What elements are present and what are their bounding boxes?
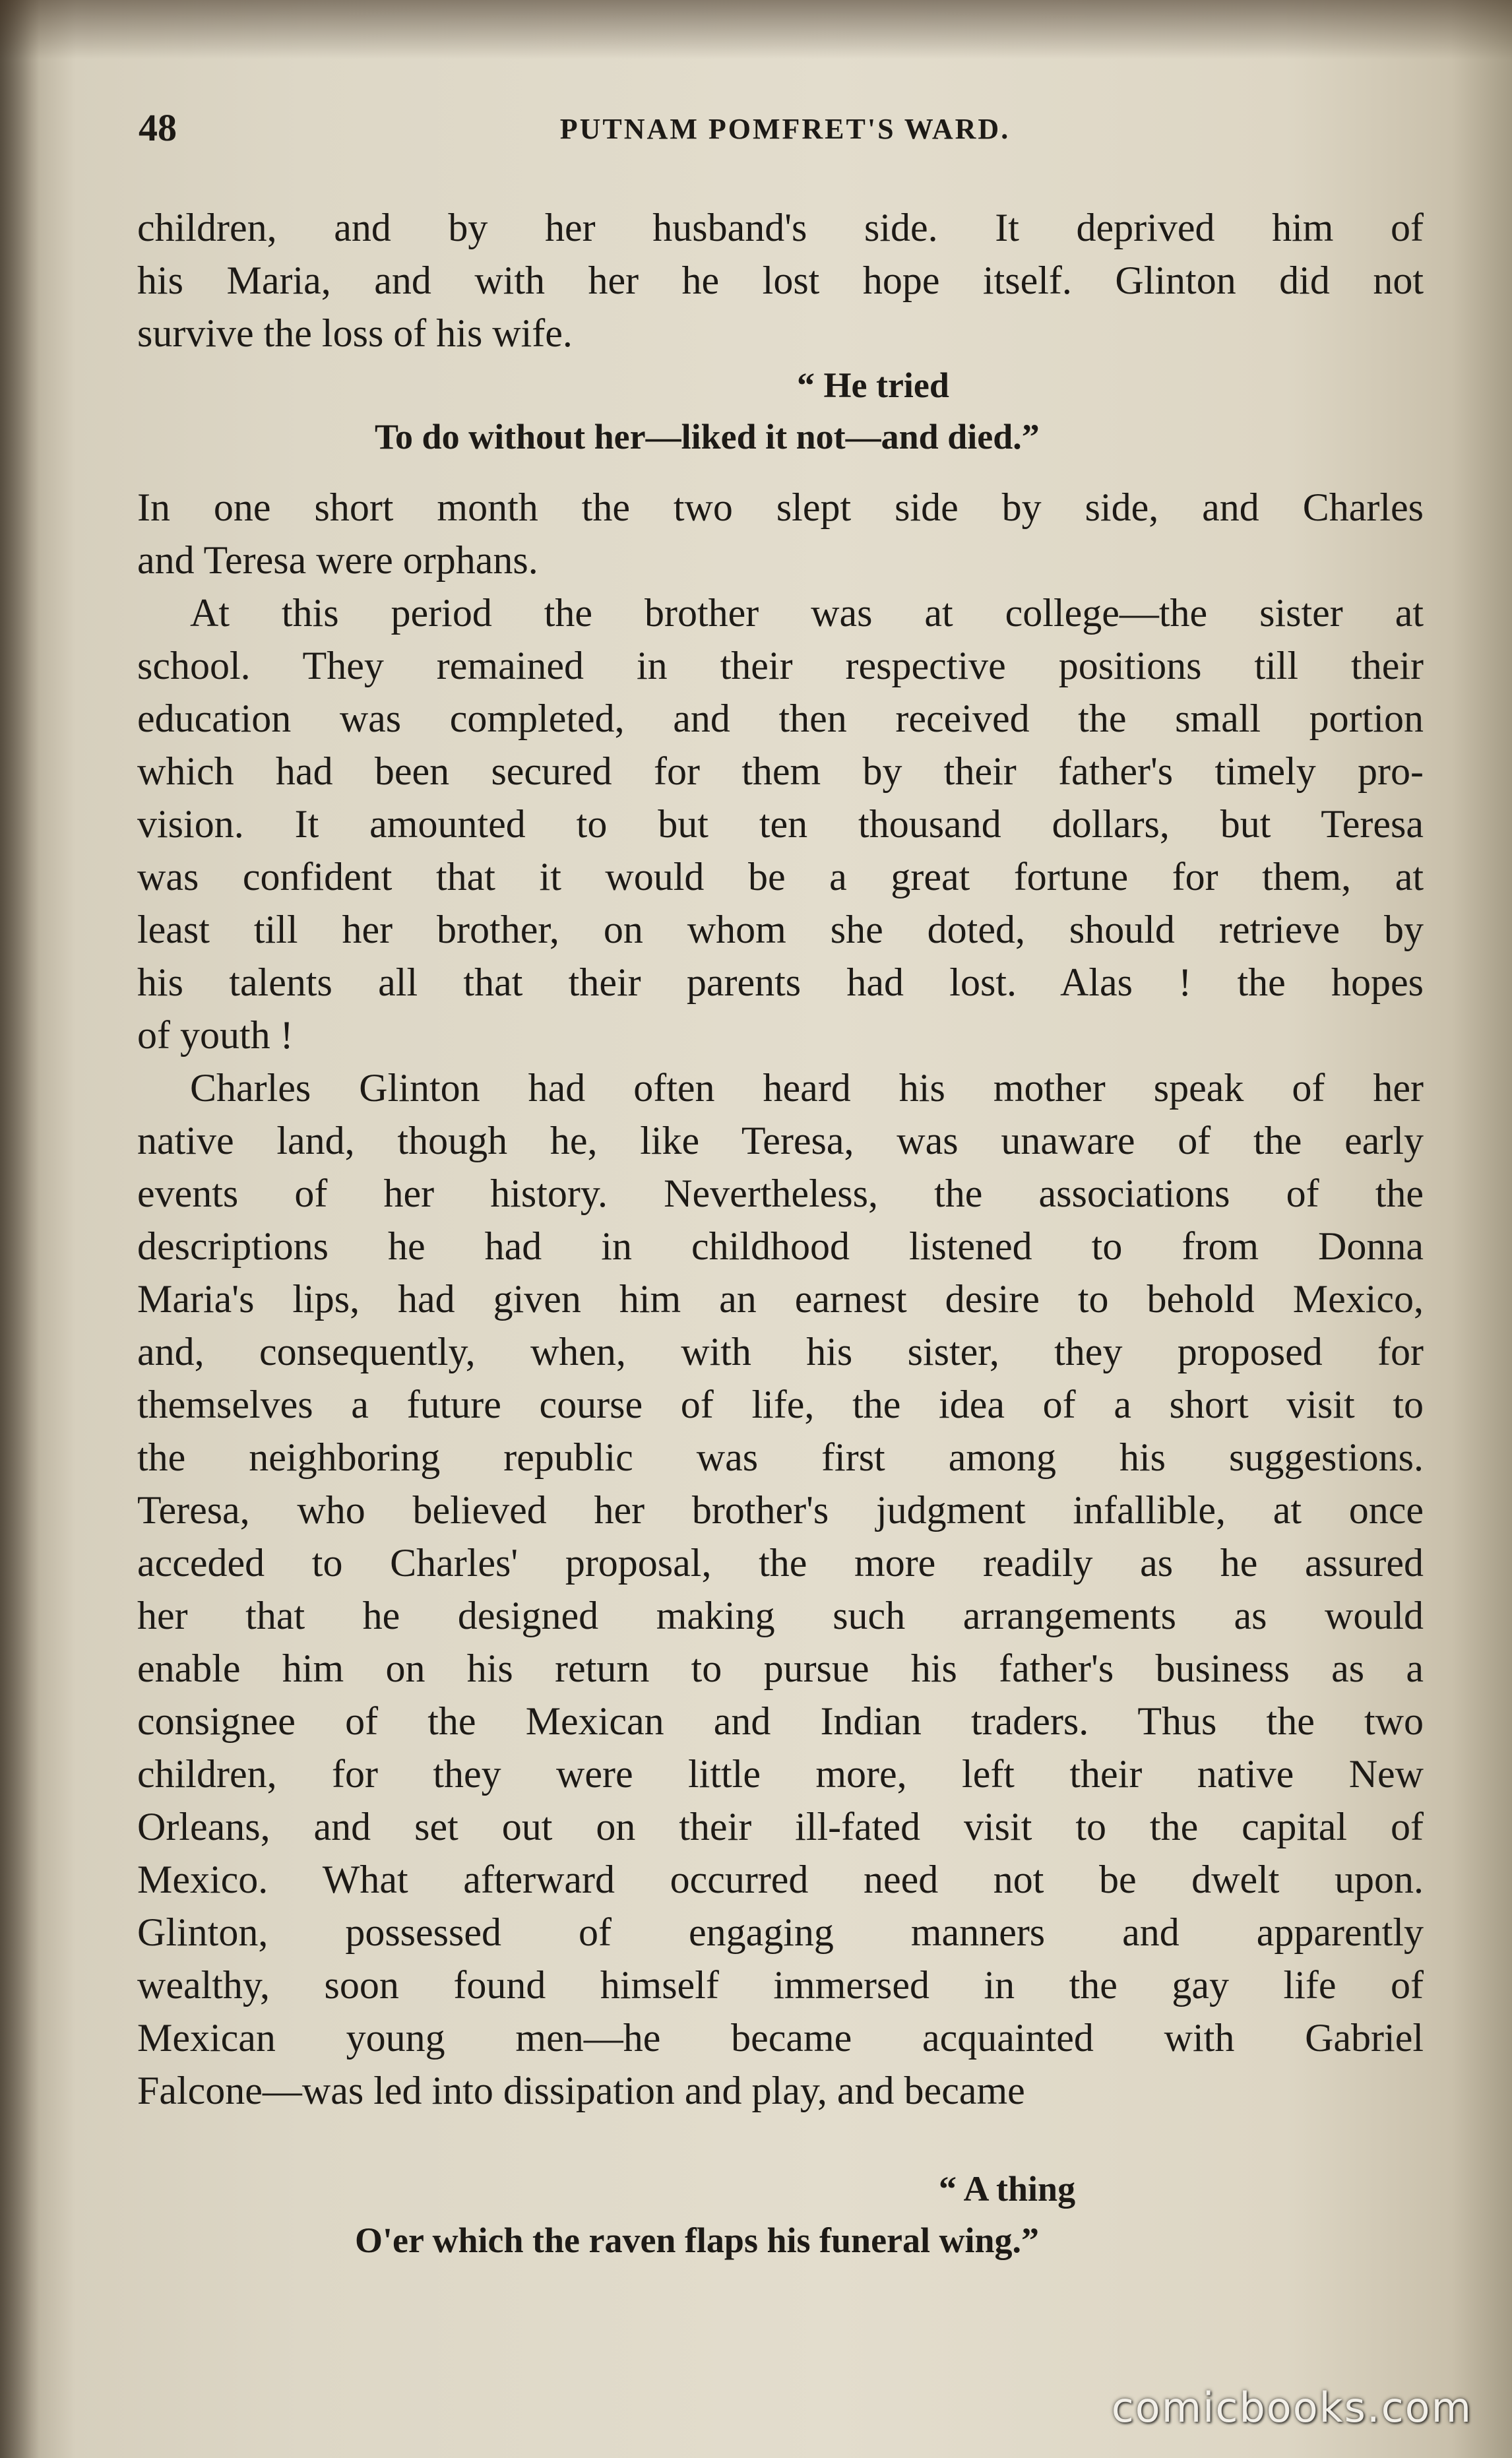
text-block (137, 201, 1424, 2266)
text-line: school. They remained in their respective positions till their (137, 644, 1424, 687)
text-line: Mexico. What afterward occurred need not be dwelt upon. (137, 1858, 1424, 1901)
text-line: consignee of the Mexican and Indian traders. Thus the two (137, 1699, 1424, 1743)
verse-line: “ He tried (797, 365, 949, 405)
running-title: PUTNAM POMFRET'S WARD. (559, 113, 1011, 145)
text-line: of youth ! (137, 1013, 294, 1057)
text-line: Falcone—was led into dissipation and play, and became (137, 2069, 1025, 2112)
text-line: Glinton, possessed of engaging manners and apparently (137, 1910, 1424, 1954)
watermark-logo: comicbooks.com (1111, 2383, 1472, 2432)
text-line: themselves a future course of life, the idea of a short visit to (137, 1383, 1424, 1426)
text-line: Teresa, who believed her brother's judgment infallible, at once (137, 1488, 1424, 1532)
text-line: survive the loss of his wife. (137, 311, 573, 355)
text-line: wealthy, soon found himself immersed in the gay life of (137, 1963, 1424, 2007)
text-line: vision. It amounted to but ten thousand dollars, but Teresa (137, 802, 1424, 846)
running-head (139, 106, 1432, 158)
text-line: At this period the brother was at college—the sister at (190, 591, 1424, 635)
text-line: education was completed, and then received the small portion (137, 697, 1424, 740)
text-line: the neighboring republic was first among his suggestions. (137, 1435, 1424, 1479)
text-line: descriptions he had in childhood listened to from Donna (137, 1224, 1424, 1268)
text-line: his Maria, and with her he lost hope itself. Glinton did not (137, 259, 1424, 302)
text-line: was confident that it would be a great fortune for them, at (137, 855, 1424, 898)
text-line: Mexican young men—he became acquainted with Gabriel (137, 2016, 1424, 2060)
text-line: native land, though he, like Teresa, was unaware of the early (137, 1119, 1424, 1162)
text-line: and Teresa were orphans. (137, 538, 538, 582)
spacer (137, 2117, 1424, 2163)
verse-line: “ A thing (939, 2169, 1076, 2209)
text-line: Charles Glinton had often heard his mother speak of her (190, 1066, 1424, 1110)
text-line: enable him on his return to pursue his father's business as a (137, 1647, 1424, 1690)
text-line: least till her brother, on whom she doted, should retrieve by (137, 908, 1424, 951)
top-edge-shadow (0, 0, 1512, 59)
verse-line: To do without her—liked it not—and died.” (375, 417, 1040, 457)
text-line: his talents all that their parents had lost. Alas ! the hopes (137, 961, 1424, 1004)
text-line: which had been secured for them by their father's timely pro- (137, 749, 1424, 793)
spacer (137, 462, 1424, 481)
text-line: In one short month the two slept side by side, and Charles (137, 486, 1424, 529)
verse-line: O'er which the raven flaps his funeral wing.” (355, 2221, 1040, 2260)
spine-shadow (0, 0, 40, 2458)
text-line: and, consequently, when, with his sister, they proposed for (137, 1330, 1424, 1373)
text-line: acceded to Charles' proposal, the more readily as he assured (137, 1541, 1424, 1585)
text-line: children, and by her husband's side. It deprived him of (137, 206, 1424, 249)
text-line: her that he designed making such arrangements as would (137, 1594, 1424, 1637)
text-line: events of her history. Nevertheless, the associations of the (137, 1172, 1424, 1215)
text-line: children, for they were little more, left their native New (137, 1752, 1424, 1796)
page-number: 48 (139, 106, 177, 149)
text-line: Maria's lips, had given him an earnest desire to behold Mexico, (137, 1277, 1424, 1321)
text-line: Orleans, and set out on their ill-fated visit to the capital of (137, 1805, 1424, 1848)
